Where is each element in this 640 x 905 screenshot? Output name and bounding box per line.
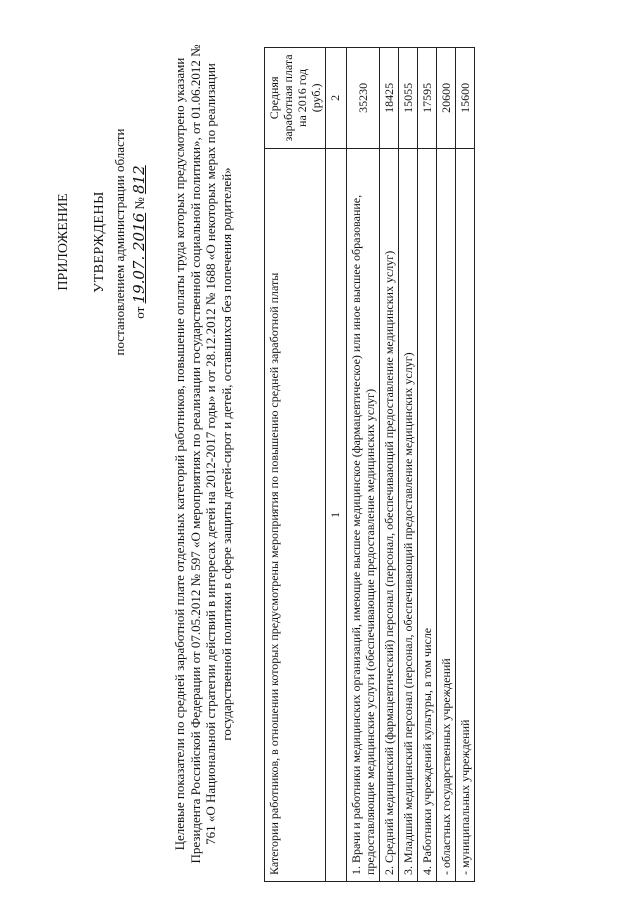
handwritten-number: 812 xyxy=(130,165,148,194)
table-row xyxy=(399,48,418,882)
category-cell: 2. Средний медицинский (фармацевтический) персонал (персонал, обеспечивающий предоставление медицинских услуг) xyxy=(380,148,399,881)
column-number-row xyxy=(326,48,347,882)
category-cell: - областных государственных учреждений xyxy=(437,148,456,881)
category-column-header: Категории работников, в отношении которых предусмотрены мероприятия по повышению средней заработной платы xyxy=(265,148,326,881)
handwritten-date: 19.07. 2016 xyxy=(130,212,148,304)
decree-date-line xyxy=(130,32,148,452)
column-number-1: 1 xyxy=(326,148,347,881)
salary-cell: 18425 xyxy=(380,48,399,149)
table-row xyxy=(418,48,437,882)
table-row xyxy=(456,48,475,882)
rotated-document xyxy=(52,32,622,882)
salary-cell: 15600 xyxy=(456,48,475,149)
category-cell: 4. Работники учреждений культуры, в том числе xyxy=(418,148,437,881)
number-prefix: № xyxy=(132,197,147,210)
salary-cell: 20600 xyxy=(437,48,456,149)
salary-table xyxy=(264,47,475,882)
table-row xyxy=(380,48,399,882)
salary-cell: 35230 xyxy=(347,48,380,149)
table-row xyxy=(347,48,380,882)
salary-cell: 17595 xyxy=(418,48,437,149)
appendix-label: ПРИЛОЖЕНИЕ xyxy=(56,193,71,291)
decree-line: постановлением администрации области xyxy=(112,128,127,356)
date-prefix: от xyxy=(132,306,147,319)
table-header-row xyxy=(265,48,326,882)
category-cell: 1. Врачи и работники медицинских организаций, имеющие высшее медицинское (фармацевтическое) или иное высшее образование, предоставляющие медицинские услуги (обеспечивающие предоставление медицинских услуг) xyxy=(347,148,380,881)
table-row xyxy=(437,48,456,882)
column-number-2: 2 xyxy=(326,48,347,149)
salary-cell: 15055 xyxy=(399,48,418,149)
category-cell: 3. Младший медицинский персонал (персонал, обеспечивающий предоставление медицинских услуг) xyxy=(399,148,418,881)
document-title: Целевые показатели по средней заработной плате отдельных категорий работников, повышение оплаты труда которых предусмотрено указами Президента Российской Федерации от 07.05.2012 № 597 «О мероприятиях по реализации государственной социальной политики», от 01.06.2012 № 761 «О Национальной стратегии действий в интересах детей на 2012-2017 годы» и от 28.12.2012 № 1688 «О некоторых мерах по реализации государственной политики в сфере защиты детей-сирот и детей, оставшихся без попечения родителей» xyxy=(172,44,234,864)
approved-label: УТВЕРЖДЕНЫ xyxy=(92,191,107,293)
salary-column-header: Средняя заработная плата на 2016 год (руб.) xyxy=(265,48,326,149)
category-cell: - муниципальных учреждений xyxy=(456,148,475,881)
